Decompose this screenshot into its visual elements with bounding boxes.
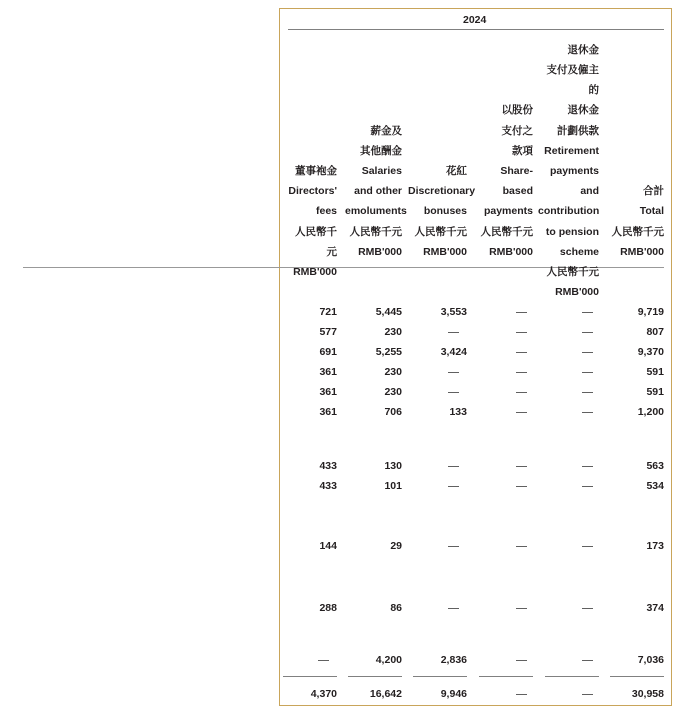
value-cell: 721 [319, 306, 337, 318]
value-cell: 361 [319, 386, 337, 398]
column-header-6: 合計 Total 人民幣千元 RMB'000 [611, 185, 664, 258]
nil-dash [582, 412, 593, 413]
value-cell: 5,445 [375, 306, 402, 318]
nil-dash [448, 466, 459, 467]
value-cell: 591 [646, 366, 664, 378]
value-cell: 706 [384, 406, 402, 418]
nil-dash [516, 372, 527, 373]
nil-dash [582, 608, 593, 609]
nil-dash [582, 372, 593, 373]
year-rule [288, 29, 664, 30]
value-cell: 230 [384, 386, 402, 398]
value-cell: 691 [319, 346, 337, 358]
value-cell: 577 [319, 326, 337, 338]
value-cell: 30,958 [631, 688, 664, 700]
value-cell: 591 [646, 386, 664, 398]
nil-dash [448, 392, 459, 393]
nil-dash [582, 694, 593, 695]
value-cell: 130 [384, 460, 402, 472]
value-cell: 133 [449, 406, 467, 418]
column-header-4: 以股份 支付之 款項 Share- based payments 人民幣千元 RMB'000 [480, 104, 533, 258]
nil-dash [516, 694, 527, 695]
nil-dash [516, 466, 527, 467]
nil-dash [516, 660, 527, 661]
value-cell: 7,036 [637, 654, 664, 666]
nil-dash [448, 332, 459, 333]
value-cell: 9,370 [637, 346, 664, 358]
nil-dash [516, 608, 527, 609]
column-header-3: 花紅 Discretionary bonuses 人民幣千元 RMB'000 [408, 165, 476, 258]
column-header-1: 董事袍金 Directors' fees 人民幣千元 RMB'000 [288, 165, 337, 279]
value-cell: 230 [384, 366, 402, 378]
value-cell: 1,200 [637, 406, 664, 418]
nil-dash [516, 486, 527, 487]
total-rule [545, 676, 599, 677]
nil-dash [516, 332, 527, 333]
nil-dash [448, 486, 459, 487]
nil-dash [516, 312, 527, 313]
total-rule [413, 676, 467, 677]
value-cell: 4,370 [310, 688, 337, 700]
nil-dash [318, 660, 329, 661]
value-cell: 2,836 [440, 654, 467, 666]
year-header: 2024 [463, 14, 487, 26]
nil-dash [582, 466, 593, 467]
value-cell: 16,642 [369, 688, 402, 700]
value-cell: 101 [384, 480, 402, 492]
value-cell: 4,200 [375, 654, 402, 666]
nil-dash [582, 352, 593, 353]
nil-dash [582, 312, 593, 313]
value-cell: 374 [646, 602, 664, 614]
value-cell: 9,719 [637, 306, 664, 318]
nil-dash [516, 546, 527, 547]
total-rule [283, 676, 337, 677]
nil-dash [516, 412, 527, 413]
nil-dash [582, 392, 593, 393]
value-cell: 433 [319, 480, 337, 492]
value-cell: 144 [319, 540, 337, 552]
value-cell: 361 [319, 366, 337, 378]
nil-dash [582, 546, 593, 547]
value-cell: 3,424 [440, 346, 467, 358]
value-cell: 29 [390, 540, 402, 552]
nil-dash [448, 608, 459, 609]
nil-dash [516, 392, 527, 393]
total-rule [348, 676, 402, 677]
value-cell: 807 [646, 326, 664, 338]
value-cell: 433 [319, 460, 337, 472]
nil-dash [582, 486, 593, 487]
value-cell: 230 [384, 326, 402, 338]
value-cell: 534 [646, 480, 664, 492]
total-rule [479, 676, 533, 677]
nil-dash [448, 372, 459, 373]
value-cell: 5,255 [375, 346, 402, 358]
total-rule [610, 676, 664, 677]
nil-dash [516, 352, 527, 353]
value-cell: 3,553 [440, 306, 467, 318]
nil-dash [582, 660, 593, 661]
value-cell: 361 [319, 406, 337, 418]
value-cell: 9,946 [440, 688, 467, 700]
nil-dash [582, 332, 593, 333]
value-cell: 86 [390, 602, 402, 614]
nil-dash [448, 546, 459, 547]
value-cell: 173 [646, 540, 664, 552]
value-cell: 288 [319, 602, 337, 614]
value-cell: 563 [646, 460, 664, 472]
column-header-2: 薪金及 其他酬金 Salaries and other emoluments 人民幣千元 RMB'000 [345, 124, 407, 258]
column-header-5: 退休金 支付及僱主的 退休金 計劃供款 Retirement payments and contribution to pension scheme 人民幣千元 RMB'000 [538, 43, 600, 299]
